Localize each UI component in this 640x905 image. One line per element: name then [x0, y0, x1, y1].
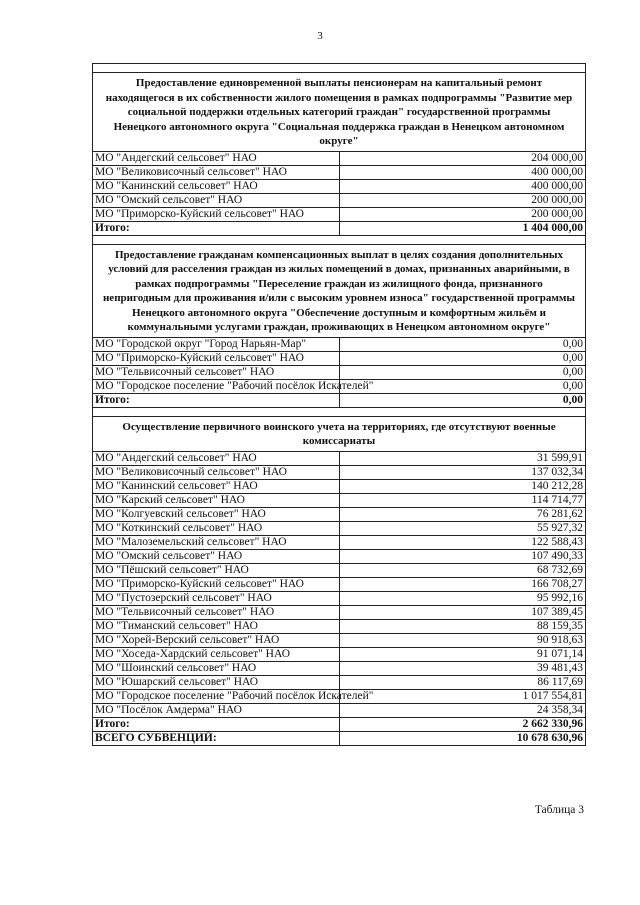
amount-value: 39 481,43	[339, 661, 586, 675]
grand-total-row	[93, 731, 586, 745]
table-row	[93, 479, 586, 493]
table-row	[93, 193, 586, 207]
amount-value: 95 992,16	[339, 591, 586, 605]
grand-total-label: ВСЕГО СУБВЕНЦИЙ:	[93, 731, 340, 745]
municipality-name: МО "Пустозерский сельсовет" НАО	[93, 591, 340, 605]
amount-value: 86 117,69	[339, 675, 586, 689]
table-row	[93, 675, 586, 689]
table-row	[93, 633, 586, 647]
municipality-name: МО "Коткинский сельсовет" НАО	[93, 521, 340, 535]
subsidy-document	[92, 63, 586, 746]
amount-value: 200 000,00	[339, 207, 586, 221]
amount-value: 166 708,27	[339, 577, 586, 591]
table-row	[93, 703, 586, 717]
total-label: Итого:	[93, 221, 340, 235]
municipality-name: МО "Хоседа-Хардский сельсовет" НАО	[93, 647, 340, 661]
amount-value: 140 212,28	[339, 479, 586, 493]
municipality-name: МО "Андегский сельсовет" НАО	[93, 451, 340, 465]
table-row	[93, 379, 586, 393]
table-row	[93, 337, 586, 351]
table-row	[93, 563, 586, 577]
amount-value: 90 918,63	[339, 633, 586, 647]
municipality-name: МО "Городское поселение "Рабочий посёлок Искателей"	[93, 689, 340, 703]
table-caption: Таблица 3	[534, 804, 584, 816]
table-row	[93, 577, 586, 591]
municipality-name: МО "Городское поселение "Рабочий посёлок Искателей"	[93, 379, 340, 393]
section-heading-row	[93, 244, 586, 337]
amount-value: 88 159,35	[339, 619, 586, 633]
table-row	[93, 521, 586, 535]
municipality-name: МО "Великовисочный сельсовет" НАО	[93, 165, 340, 179]
section-spacer	[93, 235, 586, 244]
section-heading-row	[93, 416, 586, 451]
municipality-name: МО "Городской округ "Город Нарьян-Мар"	[93, 337, 340, 351]
municipality-name: МО "Канинский сельсовет" НАО	[93, 179, 340, 193]
amount-value: 137 032,34	[339, 465, 586, 479]
table-row	[93, 465, 586, 479]
section-heading-row	[93, 73, 586, 152]
amount-value: 76 281,62	[339, 507, 586, 521]
amount-value: 200 000,00	[339, 193, 586, 207]
amount-value: 68 732,69	[339, 563, 586, 577]
total-label: Итого:	[93, 393, 340, 407]
amount-value: 0,00	[339, 365, 586, 379]
municipality-name: МО "Приморско-Куйский сельсовет" НАО	[93, 207, 340, 221]
section-spacer	[93, 407, 586, 416]
table-row	[93, 507, 586, 521]
section-spacer	[93, 64, 586, 73]
amount-value: 400 000,00	[339, 165, 586, 179]
table-row	[93, 179, 586, 193]
municipality-name: МО "Пёшский сельсовет" НАО	[93, 563, 340, 577]
table-row	[93, 549, 586, 563]
amount-value: 107 490,33	[339, 549, 586, 563]
total-value: 1 404 000,00	[339, 221, 586, 235]
table-row	[93, 207, 586, 221]
table-row	[93, 605, 586, 619]
amount-value: 122 588,43	[339, 535, 586, 549]
section-title: Осуществление первичного воинского учета на территориях, где отсутствуют военные комиссариаты	[93, 416, 586, 451]
table-row	[93, 647, 586, 661]
amount-value: 31 599,91	[339, 451, 586, 465]
table-row	[93, 165, 586, 179]
section-title: Предоставление гражданам компенсационных выплат в целях создания дополнительных условий для расселения граждан из жилых помещений в домах, признанных аварийными, в рамках подпрограммы "Переселение граждан из жилищного фонда, признанного непригодным для проживания и/или с высоким уровнем износа" государственной программы Ненецкого автономного округа "Обеспечение доступным и комфортным жильём и коммунальными услугами граждан, проживающих в Ненецком автономном округе"	[93, 244, 586, 337]
municipality-name: МО "Великовисочный сельсовет" НАО	[93, 465, 340, 479]
amount-value: 1 017 554,81	[339, 689, 586, 703]
table-row	[93, 591, 586, 605]
amount-value: 0,00	[339, 337, 586, 351]
municipality-name: МО "Андегский сельсовет" НАО	[93, 151, 340, 165]
subsidy-table	[92, 63, 586, 746]
table-row	[93, 351, 586, 365]
amount-value: 114 714,77	[339, 493, 586, 507]
municipality-name: МО "Омский сельсовет" НАО	[93, 549, 340, 563]
amount-value: 91 071,14	[339, 647, 586, 661]
total-label: Итого:	[93, 717, 340, 731]
municipality-name: МО "Тиманский сельсовет" НАО	[93, 619, 340, 633]
section-total-row	[93, 717, 586, 731]
municipality-name: МО "Колгуевский сельсовет" НАО	[93, 507, 340, 521]
section-title: Предоставление единовременной выплаты пенсионерам на капитальный ремонт находящегося в их собственности жилого помещения в рамках подпрограммы "Развитие мер социальной поддержки отдельных категорий граждан" государственной программы Ненецкого автономного округа "Социальная поддержка граждан в Ненецком автономном округе"	[93, 73, 586, 152]
municipality-name: МО "Посёлок Амдерма" НАО	[93, 703, 340, 717]
amount-value: 24 358,34	[339, 703, 586, 717]
amount-value: 400 000,00	[339, 179, 586, 193]
table-row	[93, 451, 586, 465]
table-row	[93, 365, 586, 379]
total-value: 0,00	[339, 393, 586, 407]
municipality-name: МО "Приморско-Куйский сельсовет" НАО	[93, 577, 340, 591]
section-total-row	[93, 221, 586, 235]
amount-value: 0,00	[339, 379, 586, 393]
grand-total-value: 10 678 630,96	[339, 731, 586, 745]
municipality-name: МО "Приморско-Куйский сельсовет" НАО	[93, 351, 340, 365]
municipality-name: МО "Тельвисочный сельсовет" НАО	[93, 365, 340, 379]
municipality-name: МО "Омский сельсовет" НАО	[93, 193, 340, 207]
municipality-name: МО "Малоземельский сельсовет" НАО	[93, 535, 340, 549]
table-row	[93, 151, 586, 165]
municipality-name: МО "Карский сельсовет" НАО	[93, 493, 340, 507]
amount-value: 0,00	[339, 351, 586, 365]
table-row	[93, 689, 586, 703]
table-row	[93, 661, 586, 675]
municipality-name: МО "Хорей-Верский сельсовет" НАО	[93, 633, 340, 647]
page-number: 3	[317, 30, 323, 42]
total-value: 2 662 330,96	[339, 717, 586, 731]
amount-value: 55 927,32	[339, 521, 586, 535]
municipality-name: МО "Шоинский сельсовет" НАО	[93, 661, 340, 675]
municipality-name: МО "Юшарский сельсовет" НАО	[93, 675, 340, 689]
municipality-name: МО "Канинский сельсовет" НАО	[93, 479, 340, 493]
section-total-row	[93, 393, 586, 407]
table-row	[93, 493, 586, 507]
amount-value: 204 000,00	[339, 151, 586, 165]
table-row	[93, 619, 586, 633]
amount-value: 107 389,45	[339, 605, 586, 619]
municipality-name: МО "Тельвисочный сельсовет" НАО	[93, 605, 340, 619]
table-row	[93, 535, 586, 549]
